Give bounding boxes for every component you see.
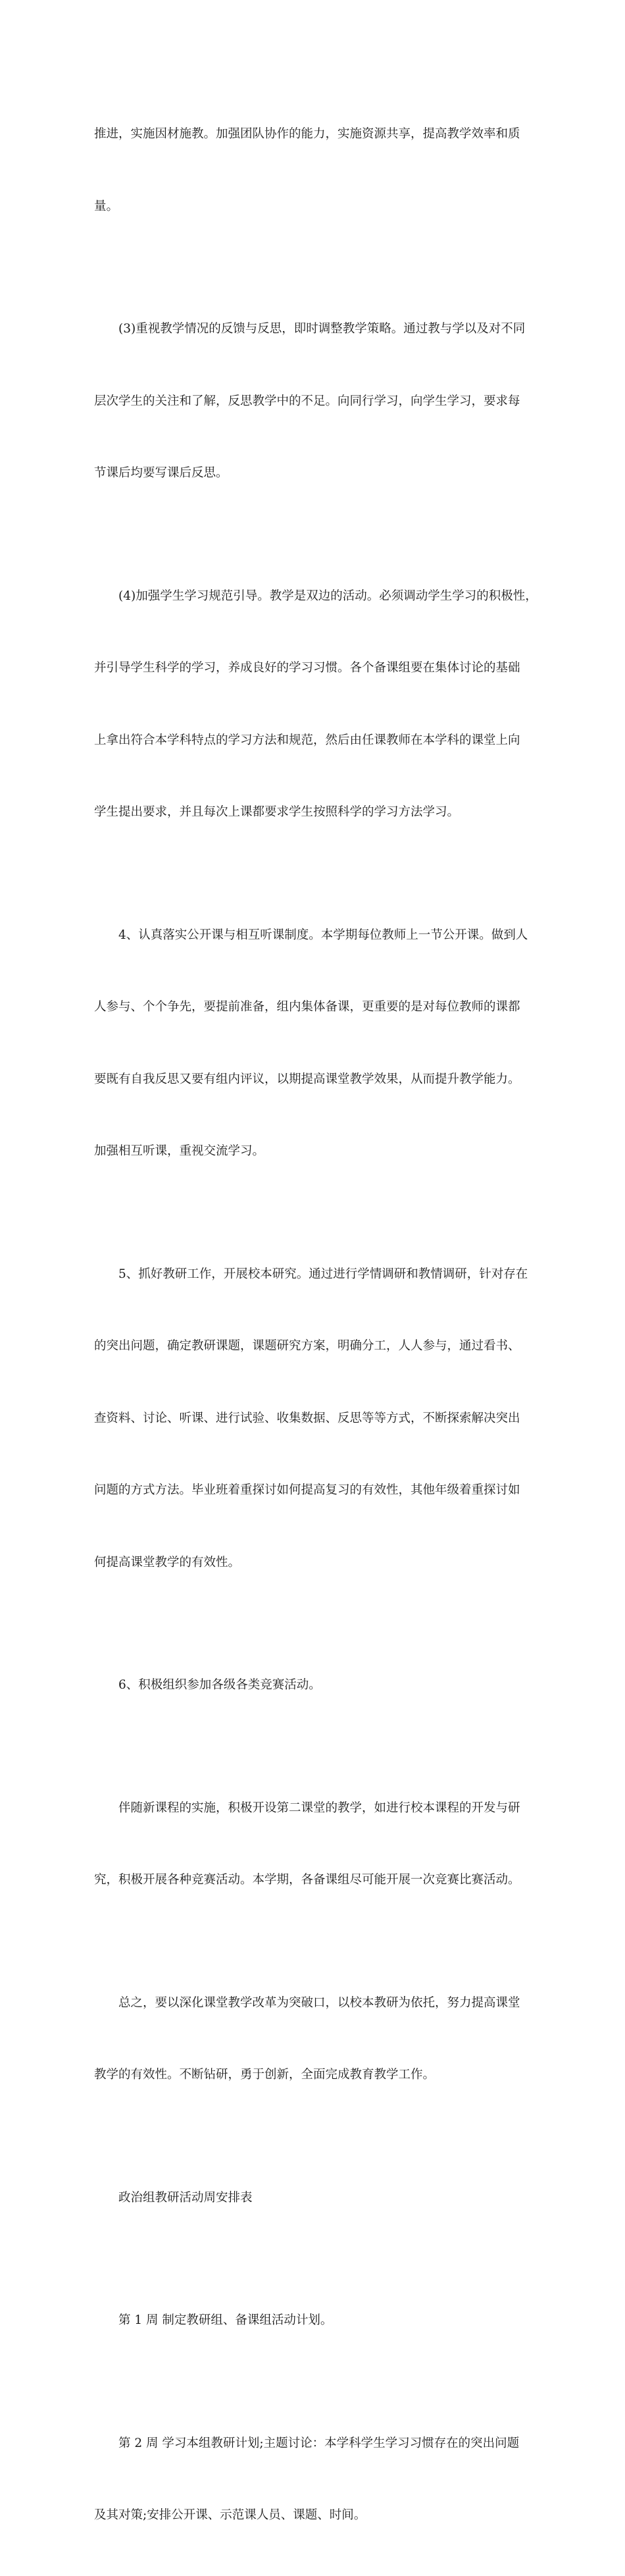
schedule-title	[94, 2138, 536, 2259]
text-line: 学生提出要求，并且每次上课都要求学生按照科学的学习方法学习。	[94, 805, 460, 819]
text-line: 节课后均要写课后反思。	[94, 466, 228, 480]
text-line: 查资料、讨论、听课、进行试验、收集数据、反思等等方式，不断探索解决突出	[94, 1411, 520, 1425]
text-line: 总之，要以深化课堂教学改革为突破口，以校本教研为依托，努力提高课堂	[118, 1995, 520, 2010]
text-line: 及其对策;安排公开课、示范课人员、课题、时间。	[94, 2508, 366, 2522]
document-body	[94, 74, 536, 2576]
schedule-week-1	[94, 2261, 536, 2381]
paragraph-open-class	[94, 876, 536, 1212]
text-line: (4)加强学生学习规范引导。教学是双边的活动。必须调动学生学习的积极性，	[118, 589, 538, 603]
text-line: 量。	[94, 199, 119, 213]
text-line: 究，积极开展各种竞赛活动。本学期，各备课组尽可能开展一次竞赛比赛活动。	[94, 1873, 520, 1887]
text-line: 6、积极组织参加各级各类竞赛活动。	[118, 1678, 321, 1692]
text-line: 人参与、个个争先，要提前准备，组内集体备课，更重要的是对每位教师的课都	[94, 1000, 520, 1014]
text-line: 第 1 周 制定教研组、备课组活动计划。	[118, 2313, 333, 2327]
text-line: 要既有自我反思又要有组内评议，以期提高课堂教学效果，从而提升教学能力。	[94, 1072, 520, 1086]
text-line: 的突出问题，确定教研课题，课题研究方案，明确分工，人人参与，通过看书、	[94, 1339, 520, 1353]
paragraph-second-classroom	[94, 1748, 536, 1941]
text-line: 4、认真落实公开课与相互听课制度。本学期每位教师上一节公开课。做到人	[118, 928, 528, 942]
paragraph-research	[94, 1215, 536, 1623]
paragraph-study-norms	[94, 537, 536, 873]
text-line: 政治组教研活动周安排表	[118, 2190, 253, 2205]
text-line: 伴随新课程的实施，积极开设第二课堂的教学，如进行校本课程的开发与研	[118, 1801, 520, 1815]
paragraph-continuation	[94, 74, 536, 267]
text-line: 加强相互听课，重视交流学习。	[94, 1144, 265, 1158]
text-line: 上拿出符合本学科特点的学习方法和规范，然后由任课教师在本学科的课堂上向	[94, 733, 520, 747]
text-line: 层次学生的关注和了解，反思教学中的不足。向同行学习，向学生学习，要求每	[94, 394, 520, 408]
paragraph-feedback-reflection	[94, 269, 536, 534]
text-line: (3)重视教学情况的反馈与反思，即时调整教学策略。通过教与学以及对不同	[118, 322, 526, 336]
paragraph-summary	[94, 1943, 536, 2136]
text-line: 何提高课堂教学的有效性。	[94, 1555, 241, 1569]
paragraph-competition	[94, 1625, 536, 1746]
text-line: 问题的方式方法。毕业班着重探讨如何提高复习的有效性，其他年级着重探讨如	[94, 1483, 520, 1497]
text-line: 并引导学生科学的学习，养成良好的学习习惯。各个备课组要在集体讨论的基础	[94, 661, 520, 675]
text-line: 推进，实施因材施教。加强团队协作的能力，实施资源共享，提高教学效率和质	[94, 127, 520, 141]
text-line: 教学的有效性。不断钻研，勇于创新，全面完成教育教学工作。	[94, 2068, 436, 2082]
schedule-week-2	[94, 2384, 536, 2576]
text-line: 第 2 周 学习本组教研计划;主题讨论：本学科学生学习习惯存在的突出问题	[118, 2436, 520, 2450]
text-line: 5、抓好教研工作，开展校本研究。通过进行学情调研和教情调研，针对存在	[118, 1267, 528, 1281]
